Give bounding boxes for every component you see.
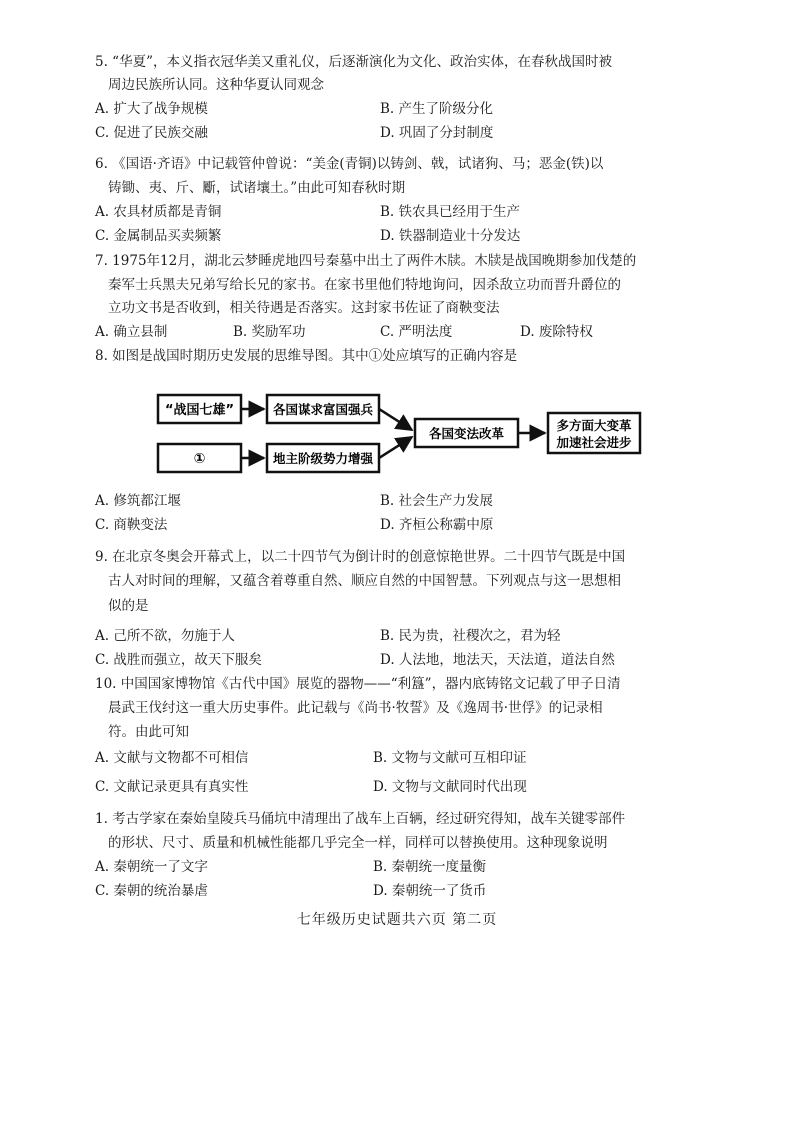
q6-line-1: 6. 《国语·齐语》中记载管仲曾说：“美金(青铜)以铸剑、戟，试诸狗、马；恶金(铁)以 — [95, 156, 604, 172]
arrow-strong-to-reform — [379, 409, 412, 430]
page-footer: 七年级历史试题共六页 第二页 — [296, 912, 498, 928]
q10-option-c[interactable]: C. 文献记录更具有真实性 — [95, 779, 249, 795]
mind-map-diagram — [0, 380, 794, 490]
q9-line-2: 古人对时间的理解，又蕴含着尊重自然、顺应自然的中国智慧。下列观点与这一思想相 — [108, 573, 621, 589]
q6-line-2: 铸锄、夷、斤、斸，试诸壤土。”由此可知春秋时期 — [108, 180, 406, 196]
box-seven-states-label: “战国七雄” — [164, 403, 235, 418]
q6-option-b[interactable]: B. 铁农具已经用于生产 — [380, 204, 521, 220]
box-landlord-label: 地主阶级势力增强 — [272, 451, 374, 466]
box-result-label-1: 多方面大变革 — [556, 418, 632, 433]
q7-line-2: 秦军士兵黑夫兄弟写给长兄的家书。在家书里他们特地询问，因杀敌立功而晋升爵位的 — [108, 277, 621, 293]
q5-option-b[interactable]: B. 产生了阶级分化 — [380, 101, 494, 117]
q10-option-b[interactable]: B. 文物与文献可互相印证 — [373, 750, 527, 766]
q6-option-a[interactable]: A. 农具材质都是青铜 — [95, 204, 222, 220]
q10-option-a[interactable]: A. 文献与文物都不可相信 — [95, 750, 249, 766]
q9-option-a[interactable]: A. 己所不欲，勿施于人 — [95, 628, 235, 644]
q8-option-d[interactable]: D. 齐桓公称霸中原 — [380, 517, 494, 533]
q5-option-d[interactable]: D. 巩固了分封制度 — [380, 125, 494, 141]
q7-line-3: 立功文书是否收到，相关待遇是否落实。这封家书佐证了商鞅变法 — [108, 300, 500, 316]
box-result-label-2: 加速社会进步 — [556, 435, 632, 450]
q5-option-a[interactable]: A. 扩大了战争规模 — [95, 101, 208, 117]
q10-option-d[interactable]: D. 文物与文献同时代出现 — [373, 779, 527, 795]
q6-option-d[interactable]: D. 铁器制造业十分发达 — [380, 228, 521, 244]
q11-option-c[interactable]: C. 秦朝的统治暴虐 — [95, 883, 208, 899]
q6-option-c[interactable]: C. 金属制品买卖频繁 — [95, 228, 222, 244]
q9-line-1: 9. 在北京冬奥会开幕式上，以二十四节气为倒计时的创意惊艳世界。二十四节气既是中国 — [95, 549, 626, 565]
q8-line-1: 8. 如图是战国时期历史发展的思维导图。其中①处应填写的正确内容是 — [95, 348, 518, 364]
q8-option-b[interactable]: B. 社会生产力发展 — [380, 493, 494, 509]
q10-line-1: 10. 中国国家博物馆《古代中国》展览的器物——“利簋”，器内底铸铭文记载了甲子日清 — [95, 676, 621, 692]
q7-option-c[interactable]: C. 严明法度 — [380, 324, 453, 340]
q11-line-2: 的形状、尺寸、质量和机械性能都几乎完全一样，同样可以替换使用。这种现象说明 — [108, 835, 608, 851]
box-strong-label: 各国谋求富国强兵 — [272, 402, 374, 417]
q8-option-c[interactable]: C. 商鞅变法 — [95, 517, 168, 533]
q10-line-2: 晨武王伐纣这一重大历史事件。此记载与《尚书·牧誓》及《逸周书·世俘》的记录相 — [108, 700, 603, 716]
q11-option-d[interactable]: D. 秦朝统一了货币 — [373, 883, 487, 899]
q5-line-1: 5. “华夏”，本义指衣冠华美又重礼仪，后逐渐演化为文化、政治实体，在春秋战国时被 — [95, 54, 612, 70]
q11-option-a[interactable]: A. 秦朝统一了文字 — [95, 859, 208, 875]
q5-option-c[interactable]: C. 促进了民族交融 — [95, 125, 208, 141]
q9-option-c[interactable]: C. 战胜而强立，故天下服矣 — [95, 652, 262, 668]
q5-line-2: 周边民族所认同。这种华夏认同观念 — [108, 77, 324, 93]
box-reform-label: 各国变法改革 — [428, 426, 505, 441]
q7-option-b[interactable]: B. 奖励军功 — [233, 324, 306, 340]
q9-line-3: 似的是 — [108, 598, 149, 614]
q9-option-b[interactable]: B. 民为贵，社稷次之，君为轻 — [380, 628, 561, 644]
q11-line-1: 1. 考古学家在秦始皇陵兵马俑坑中清理出了战车上百辆，经过研究得知，战车关键零部件 — [95, 811, 626, 827]
q7-option-d[interactable]: D. 废除特权 — [520, 324, 593, 340]
q7-line-1: 7. 1975年12月，湖北云梦睡虎地四号秦墓中出土了两件木牍。木牍是战国晚期参加伐楚的 — [95, 253, 637, 269]
q11-option-b[interactable]: B. 秦朝统一度量衡 — [373, 859, 487, 875]
q8-option-a[interactable]: A. 修筑都江堰 — [95, 493, 181, 509]
arrow-landlord-to-reform — [379, 437, 412, 458]
q7-option-a[interactable]: A. 确立县制 — [95, 324, 168, 340]
box-blank-label: ① — [193, 451, 206, 467]
q10-line-3: 符。由此可知 — [108, 724, 189, 740]
q9-option-d[interactable]: D. 人法地，地法天，天法道，道法自然 — [380, 652, 615, 668]
